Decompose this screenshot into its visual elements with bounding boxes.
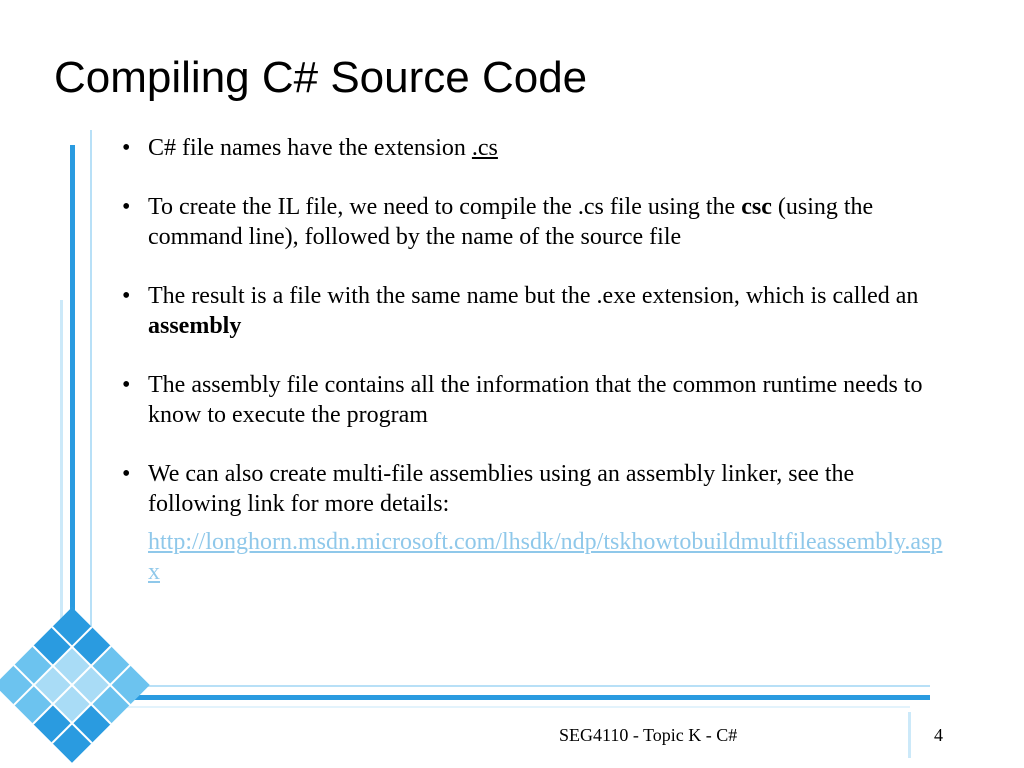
footer-text: SEG4110 - Topic K - C# <box>559 725 738 745</box>
footer-divider <box>908 712 911 758</box>
vertical-accent-line-faint <box>60 300 63 660</box>
bullet-item: • We can also create multi-file assemblies using an assembly linker, see the following link for more details: <box>120 459 950 519</box>
bullet-item: • The result is a file with the same name but the .exe extension, which is called an assembly <box>120 281 950 341</box>
horizontal-accent-line <box>120 685 930 687</box>
diamond-logo <box>0 607 150 763</box>
page-number: 4 <box>934 725 943 745</box>
slide-title: Compiling C# Source Code <box>54 53 588 102</box>
bullet-item: • The assembly file contains all the information that the common runtime needs to know to execute the program <box>120 370 950 430</box>
bullet-item: • C# file names have the extension .cs <box>120 133 950 163</box>
horizontal-accent-line-faint <box>120 706 910 708</box>
bullet-item: • To create the IL file, we need to compile the .cs file using the csc (using the command line), followed by the name of the source file <box>120 192 950 252</box>
extension-link[interactable]: .cs <box>471 135 498 161</box>
vertical-accent-line <box>90 130 92 690</box>
horizontal-accent-bar <box>120 695 930 700</box>
assembly-link[interactable]: http://longhorn.msdn.microsoft.com/lhsdk/ndp/tskhowtobuildmultfileassembly.aspx <box>148 529 943 585</box>
bullet-list <box>120 133 950 548</box>
